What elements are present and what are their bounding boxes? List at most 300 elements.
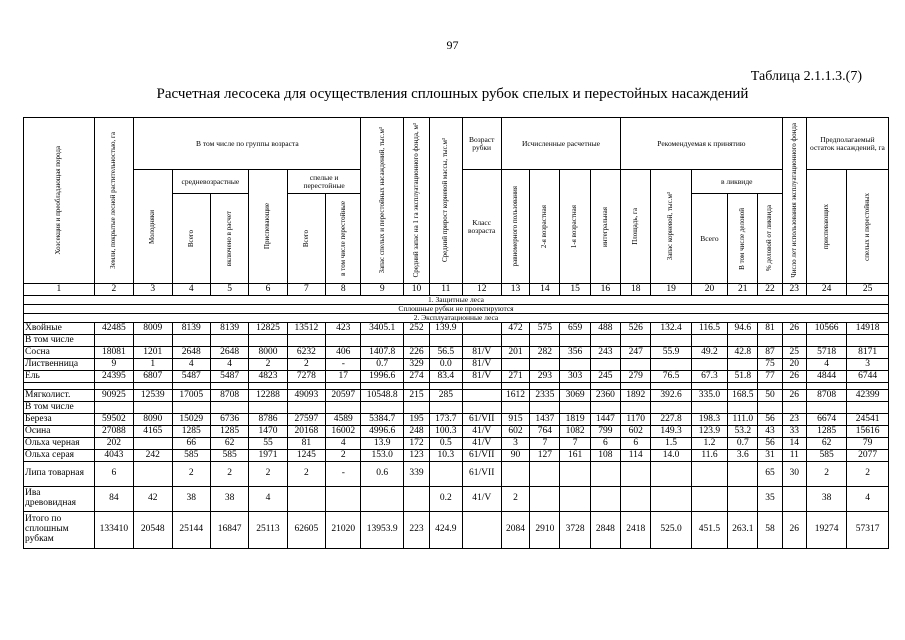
table-row — [24, 414, 889, 426]
table-cell — [430, 402, 462, 414]
table-cell — [691, 383, 727, 390]
table-cell: 42.8 — [728, 347, 758, 359]
table-cell — [560, 383, 590, 390]
table-cell: 4043 — [94, 450, 133, 462]
table-cell: 7 — [560, 438, 590, 450]
table-cell: 6674 — [806, 414, 846, 426]
table-cell — [326, 335, 361, 347]
table-cell — [847, 335, 889, 347]
table-cell: 51.8 — [728, 371, 758, 383]
table-cell: 0.0 — [430, 359, 462, 371]
table-cell: 6 — [94, 462, 133, 487]
table-cell: 67.3 — [691, 371, 727, 383]
table-cell — [172, 335, 210, 347]
table-cell — [560, 359, 590, 371]
table-cell: 75 — [758, 359, 782, 371]
table-cell: 0.7 — [728, 438, 758, 450]
table-cell — [430, 335, 462, 347]
table-cell — [530, 462, 560, 487]
table-cell: 293 — [530, 371, 560, 383]
table-cell: 3.6 — [728, 450, 758, 462]
header-years-use: Число лет использования эксплуатационного фонда — [789, 123, 798, 278]
table-cell: 1407.8 — [361, 347, 403, 359]
table-cell: 8786 — [249, 414, 287, 426]
table-cell: 42399 — [847, 390, 889, 402]
table-row — [24, 371, 889, 383]
table-cell: 50 — [758, 390, 782, 402]
section-row — [24, 296, 889, 305]
header-rem-premature: приспевающих — [821, 203, 830, 250]
table-cell: 16002 — [326, 426, 361, 438]
table-cell: 1819 — [560, 414, 590, 426]
table-cell: 12825 — [249, 323, 287, 335]
table-cell: 79 — [847, 438, 889, 450]
table-cell: 56.5 — [430, 347, 462, 359]
table-cell: 526 — [621, 323, 651, 335]
table-cell — [172, 383, 210, 390]
table-cell — [728, 402, 758, 414]
table-cell: 2 — [847, 462, 889, 487]
table-cell: 335.0 — [691, 390, 727, 402]
table-cell: 81/V — [462, 371, 501, 383]
table-cell — [847, 383, 889, 390]
table-cell: 15616 — [847, 426, 889, 438]
table-cell — [691, 335, 727, 347]
table-title: Расчетная лесосека для осуществления сплошных рубок спелых и перестойных насаждений — [156, 86, 749, 102]
table-cell: 2360 — [590, 390, 620, 402]
table-cell — [590, 402, 620, 414]
table-cell — [134, 438, 172, 450]
table-cell: 41/V — [462, 438, 501, 450]
table-cell: 4 — [249, 487, 287, 512]
table-cell — [758, 402, 782, 414]
table-cell — [403, 402, 429, 414]
table-cell: 123 — [403, 450, 429, 462]
table-cell — [361, 335, 403, 347]
table-cell: 303 — [560, 371, 590, 383]
table-cell: 27597 — [287, 414, 325, 426]
column-number: 12 — [462, 284, 501, 296]
table-cell — [560, 402, 590, 414]
table-cell: 201 — [501, 347, 529, 359]
header-liq-total: Всего — [691, 194, 727, 284]
table-cell — [326, 383, 361, 390]
column-number: 19 — [651, 284, 691, 296]
table-cell: 585 — [806, 450, 846, 462]
table-cell: 1285 — [210, 426, 248, 438]
table-cell: 1 — [134, 359, 172, 371]
table-cell: 339 — [403, 462, 429, 487]
table-cell: 153.0 — [361, 450, 403, 462]
table-cell: 25144 — [172, 512, 210, 549]
table-cell: 12539 — [134, 390, 172, 402]
table-cell: 2418 — [621, 512, 651, 549]
column-number: 9 — [361, 284, 403, 296]
column-number: 10 — [403, 284, 429, 296]
table-cell: 2848 — [590, 512, 620, 549]
table-cell — [590, 383, 620, 390]
table-cell — [530, 487, 560, 512]
table-cell: 42 — [134, 487, 172, 512]
table-cell: 198.3 — [691, 414, 727, 426]
table-cell: 285 — [430, 390, 462, 402]
table-cell: 4 — [172, 359, 210, 371]
table-cell: 41/V — [462, 487, 501, 512]
table-row — [24, 438, 889, 450]
table-cell — [134, 462, 172, 487]
table-cell: 14918 — [847, 323, 889, 335]
table-cell — [172, 402, 210, 414]
table-cell: 11 — [782, 450, 806, 462]
table-cell: 424.9 — [430, 512, 462, 549]
header-second-age: 2-я возрастная — [540, 204, 549, 249]
table-cell — [560, 487, 590, 512]
table-cell: 108 — [590, 450, 620, 462]
table-cell: 1971 — [249, 450, 287, 462]
table-cell: 226 — [403, 347, 429, 359]
table-cell: 4823 — [249, 371, 287, 383]
table-cell — [361, 487, 403, 512]
column-number: 13 — [501, 284, 529, 296]
section-exploitation: 2. Эксплуатационные леса — [24, 314, 889, 323]
table-cell: 2 — [287, 462, 325, 487]
header-young: Молодняки — [148, 209, 157, 244]
table-cell: 451.5 — [691, 512, 727, 549]
table-cell: 1285 — [806, 426, 846, 438]
table-cell: 55.9 — [651, 347, 691, 359]
table-cell: 81/V — [462, 359, 501, 371]
table-cell: 215 — [403, 390, 429, 402]
table-cell: 1892 — [621, 390, 651, 402]
table-cell — [210, 383, 248, 390]
table-cell: 3 — [501, 438, 529, 450]
column-number: 15 — [560, 284, 590, 296]
header-avg-growth: Средний прирост корневой массы, тыс.м³ — [441, 138, 450, 263]
table-cell: 62 — [210, 438, 248, 450]
row-label — [24, 383, 95, 390]
table-cell: 2 — [287, 359, 325, 371]
section-protective: 1. Защитные леса — [24, 296, 889, 305]
column-number: 24 — [806, 284, 846, 296]
table-cell — [782, 383, 806, 390]
table-cell: 66 — [172, 438, 210, 450]
table-cell: 149.3 — [651, 426, 691, 438]
table-cell: 127 — [530, 450, 560, 462]
table-cell: 13.9 — [361, 438, 403, 450]
table-cell: 243 — [590, 347, 620, 359]
table-cell — [691, 462, 727, 487]
table-cell: 12288 — [249, 390, 287, 402]
table-cell — [621, 335, 651, 347]
table-cell — [501, 335, 529, 347]
table-cell: 77 — [758, 371, 782, 383]
table-cell: 111.0 — [728, 414, 758, 426]
table-cell — [134, 402, 172, 414]
header-forest-area: Земли, покрытые лесной растительностью, га — [109, 132, 118, 269]
table-cell: 61/VII — [462, 450, 501, 462]
table-cell: 3069 — [560, 390, 590, 402]
table-cell: 915 — [501, 414, 529, 426]
table-cell: 27088 — [94, 426, 133, 438]
table-cell — [621, 402, 651, 414]
table-cell: 2648 — [210, 347, 248, 359]
table-cell: 2335 — [530, 390, 560, 402]
table-cell: 6807 — [134, 371, 172, 383]
table-cell: 1996.6 — [361, 371, 403, 383]
table-cell: 55 — [249, 438, 287, 450]
table-cell — [403, 383, 429, 390]
table-cell: 8090 — [134, 414, 172, 426]
table-cell: 49093 — [287, 390, 325, 402]
table-cell: 14.0 — [651, 450, 691, 462]
table-cell: 1201 — [134, 347, 172, 359]
table-cell: 20597 — [326, 390, 361, 402]
table-cell — [501, 402, 529, 414]
table-cell: 585 — [210, 450, 248, 462]
table-cell: 114 — [621, 450, 651, 462]
table-cell: 3 — [847, 359, 889, 371]
table-cell — [651, 487, 691, 512]
table-cell — [249, 383, 287, 390]
table-cell: 227.8 — [651, 414, 691, 426]
table-cell: 5487 — [210, 371, 248, 383]
table-cell: 17 — [326, 371, 361, 383]
table-cell — [651, 359, 691, 371]
header-mid-total: Всего — [186, 229, 195, 248]
header-recommended: Рекомендуемая к принятию — [621, 118, 783, 170]
table-cell: 2 — [806, 462, 846, 487]
row-label: В том числе — [24, 335, 95, 347]
table-cell — [590, 335, 620, 347]
table-cell: 24541 — [847, 414, 889, 426]
table-cell: 202 — [94, 438, 133, 450]
header-liquid: в ликвиде — [691, 170, 782, 194]
row-label: В том числе — [24, 402, 95, 414]
table-cell: 392.6 — [651, 390, 691, 402]
table-cell: 1437 — [530, 414, 560, 426]
table-cell: 4 — [326, 438, 361, 450]
table-cell: 20 — [782, 359, 806, 371]
row-label: Сосна — [24, 347, 95, 359]
table-cell — [806, 402, 846, 414]
table-cell — [782, 402, 806, 414]
table-cell: 329 — [403, 359, 429, 371]
header-liq-share: % деловой от ликвида — [765, 205, 774, 272]
table-cell: 168.5 — [728, 390, 758, 402]
table-row — [24, 450, 889, 462]
table-cell: 2648 — [172, 347, 210, 359]
table-cell — [462, 383, 501, 390]
table-cell: 87 — [758, 347, 782, 359]
table-cell: 8139 — [210, 323, 248, 335]
table-cell: 1.2 — [691, 438, 727, 450]
table-cell: 81/V — [462, 347, 501, 359]
table-cell: 6 — [621, 438, 651, 450]
table-cell — [501, 462, 529, 487]
table-cell — [326, 402, 361, 414]
table-cell: 19274 — [806, 512, 846, 549]
table-cell: 6736 — [210, 414, 248, 426]
table-cell: 13953.9 — [361, 512, 403, 549]
table-cell: 1612 — [501, 390, 529, 402]
table-cell — [462, 512, 501, 549]
table-cell — [501, 383, 529, 390]
table-cell: 61/VII — [462, 414, 501, 426]
table-cell: 58 — [758, 512, 782, 549]
table-row — [24, 335, 889, 347]
column-number: 4 — [172, 284, 210, 296]
row-label: Итого по сплошным рубкам — [24, 512, 95, 549]
table-cell: 161 — [560, 450, 590, 462]
table-cell: 4589 — [326, 414, 361, 426]
table-cell — [651, 402, 691, 414]
column-number: 11 — [430, 284, 462, 296]
table-cell: 659 — [560, 323, 590, 335]
table-cell: 8171 — [847, 347, 889, 359]
table-cell: 9 — [94, 359, 133, 371]
table-cell: 2084 — [501, 512, 529, 549]
row-label: Осина — [24, 426, 95, 438]
table-cell: 53.2 — [728, 426, 758, 438]
table-cell: 2 — [249, 359, 287, 371]
table-cell — [590, 487, 620, 512]
table-cell: 38 — [806, 487, 846, 512]
table-cell: 2 — [501, 487, 529, 512]
table-cell: 525.0 — [651, 512, 691, 549]
table-cell: 94.6 — [728, 323, 758, 335]
table-cell: 282 — [530, 347, 560, 359]
table-row — [24, 323, 889, 335]
table-row — [24, 512, 889, 549]
table-row — [24, 462, 889, 487]
table-cell — [728, 462, 758, 487]
table-cell — [651, 462, 691, 487]
table-cell: 10566 — [806, 323, 846, 335]
table-cell: 4 — [806, 359, 846, 371]
table-cell: 4844 — [806, 371, 846, 383]
table-cell: 0.5 — [430, 438, 462, 450]
table-cell — [621, 359, 651, 371]
table-cell: 81 — [758, 323, 782, 335]
table-cell: 6 — [590, 438, 620, 450]
row-label: Ольха черная — [24, 438, 95, 450]
table-cell: 1082 — [560, 426, 590, 438]
row-label: Ива древовидная — [24, 487, 95, 512]
table-cell — [651, 335, 691, 347]
table-cell: 8000 — [249, 347, 287, 359]
table-cell — [94, 402, 133, 414]
table-cell — [361, 383, 403, 390]
table-cell — [287, 487, 325, 512]
table-cell: 2910 — [530, 512, 560, 549]
header-mid-incl: включено в расчет — [224, 210, 233, 267]
table-cell: 488 — [590, 323, 620, 335]
table-cell: 7278 — [287, 371, 325, 383]
table-cell: 0.7 — [361, 359, 403, 371]
table-cell: 4 — [210, 359, 248, 371]
table-cell — [621, 383, 651, 390]
table-cell: 42485 — [94, 323, 133, 335]
table-row — [24, 359, 889, 371]
table-cell: 248 — [403, 426, 429, 438]
table-cell: 10548.8 — [361, 390, 403, 402]
column-number: 3 — [134, 284, 172, 296]
column-numbers-row — [24, 284, 889, 296]
table-cell — [728, 383, 758, 390]
table-cell: 3405.1 — [361, 323, 403, 335]
table-cell: 0.2 — [430, 487, 462, 512]
table-cell: 56 — [758, 438, 782, 450]
header-avg-stock: Средний запас на 1 га эксплуатационного фонда, м³ — [411, 123, 420, 278]
column-number: 21 — [728, 284, 758, 296]
table-cell: 20168 — [287, 426, 325, 438]
table-cell: 2 — [172, 462, 210, 487]
row-label: Береза — [24, 414, 95, 426]
table-row — [24, 347, 889, 359]
column-number: 16 — [590, 284, 620, 296]
table-cell: 8708 — [210, 390, 248, 402]
table-number: Таблица 2.1.1.3.(7) — [750, 69, 862, 84]
column-number: 14 — [530, 284, 560, 296]
header-rem-mature: спелых и перестойных — [862, 192, 871, 261]
table-cell: 139.9 — [430, 323, 462, 335]
table-cell — [134, 335, 172, 347]
table-cell: 173.7 — [430, 414, 462, 426]
section-row — [24, 314, 889, 323]
table-row — [24, 487, 889, 512]
table-cell — [361, 402, 403, 414]
table-cell: 30 — [782, 462, 806, 487]
table-cell: 472 — [501, 323, 529, 335]
header-area: Площадь, га — [631, 208, 640, 245]
table-cell: 26 — [782, 390, 806, 402]
table-cell: 1447 — [590, 414, 620, 426]
table-cell: 799 — [590, 426, 620, 438]
table-cell: 123.9 — [691, 426, 727, 438]
table-cell — [782, 487, 806, 512]
table-cell: 59502 — [94, 414, 133, 426]
table-cell: 10.3 — [430, 450, 462, 462]
table-cell: 16847 — [210, 512, 248, 549]
table-cell: 90925 — [94, 390, 133, 402]
table-cell: 13512 — [287, 323, 325, 335]
section-row — [24, 305, 889, 314]
table-cell — [758, 335, 782, 347]
header-premature: Приспевающие — [263, 203, 272, 250]
table-cell — [590, 359, 620, 371]
table-cell: 14 — [782, 438, 806, 450]
table-cell: 2 — [249, 462, 287, 487]
header-age-groups: В том числе по группы возраста — [134, 118, 361, 170]
table-cell — [430, 383, 462, 390]
table-cell — [326, 487, 361, 512]
table-cell: 2 — [210, 462, 248, 487]
column-number: 5 — [210, 284, 248, 296]
table-cell: 195 — [403, 414, 429, 426]
table-cell: 263.1 — [728, 512, 758, 549]
header-integral: интегральная — [600, 206, 609, 247]
table-cell: 5384.7 — [361, 414, 403, 426]
header-mat-total: Всего — [301, 229, 310, 248]
table-cell: 406 — [326, 347, 361, 359]
column-number: 22 — [758, 284, 782, 296]
header-remain: Предполагаемый остаток насаждений, га — [806, 118, 888, 170]
header-even: равномерного пользования — [510, 186, 519, 267]
row-label: Лиственница — [24, 359, 95, 371]
table-cell — [94, 383, 133, 390]
table-cell — [691, 402, 727, 414]
row-label: Ольха серая — [24, 450, 95, 462]
